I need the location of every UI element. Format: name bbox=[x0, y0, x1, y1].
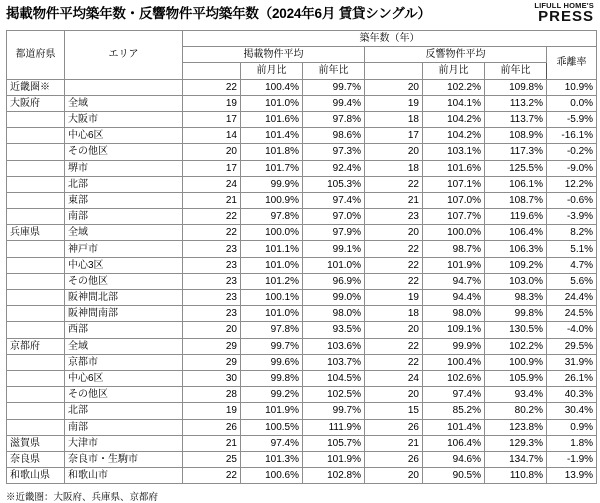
cell-gap: 5.6% bbox=[547, 273, 597, 289]
cell-response-value: 18 bbox=[365, 306, 423, 322]
cell-gap: -5.9% bbox=[547, 111, 597, 127]
cell-response-yoy: 98.3% bbox=[485, 290, 547, 306]
cell-posted-mom: 101.6% bbox=[241, 111, 303, 127]
cell-posted-mom: 101.8% bbox=[241, 144, 303, 160]
cell-prefecture bbox=[7, 306, 65, 322]
cell-posted-mom: 99.8% bbox=[241, 370, 303, 386]
table-head bbox=[7, 31, 597, 80]
cell-prefecture: 奈良県 bbox=[7, 451, 65, 467]
cell-prefecture: 滋賀県 bbox=[7, 435, 65, 451]
cell-posted-yoy: 97.4% bbox=[303, 192, 365, 208]
cell-area: 南部 bbox=[65, 209, 183, 225]
cell-prefecture bbox=[7, 354, 65, 370]
cell-posted-mom: 99.9% bbox=[241, 176, 303, 192]
cell-response-yoy: 93.4% bbox=[485, 387, 547, 403]
cell-posted-value: 17 bbox=[183, 160, 241, 176]
cell-response-value: 26 bbox=[365, 419, 423, 435]
cell-posted-yoy: 98.0% bbox=[303, 306, 365, 322]
cell-response-value: 22 bbox=[365, 273, 423, 289]
cell-posted-value: 19 bbox=[183, 403, 241, 419]
cell-response-value: 22 bbox=[365, 257, 423, 273]
cell-area: その他区 bbox=[65, 144, 183, 160]
cell-prefecture bbox=[7, 111, 65, 127]
cell-posted-yoy: 98.6% bbox=[303, 128, 365, 144]
table-row bbox=[7, 338, 597, 354]
cell-posted-value: 29 bbox=[183, 354, 241, 370]
cell-posted-yoy: 99.1% bbox=[303, 241, 365, 257]
cell-posted-mom: 97.4% bbox=[241, 435, 303, 451]
cell-posted-value: 22 bbox=[183, 79, 241, 95]
table-row bbox=[7, 160, 597, 176]
cell-prefecture bbox=[7, 403, 65, 419]
cell-posted-yoy: 103.6% bbox=[303, 338, 365, 354]
cell-area: 阪神間南部 bbox=[65, 306, 183, 322]
cell-posted-mom: 99.2% bbox=[241, 387, 303, 403]
cell-response-value: 17 bbox=[365, 128, 423, 144]
cell-response-value: 21 bbox=[365, 435, 423, 451]
cell-response-yoy: 106.1% bbox=[485, 176, 547, 192]
cell-response-value: 26 bbox=[365, 451, 423, 467]
cell-posted-value: 20 bbox=[183, 322, 241, 338]
cell-prefecture bbox=[7, 290, 65, 306]
cell-posted-mom: 100.1% bbox=[241, 290, 303, 306]
cell-response-mom: 94.7% bbox=[423, 273, 485, 289]
cell-response-value: 20 bbox=[365, 468, 423, 484]
cell-posted-value: 30 bbox=[183, 370, 241, 386]
cell-response-value: 20 bbox=[365, 225, 423, 241]
logo-brand: LIFULL HOME'S bbox=[534, 1, 594, 10]
cell-posted-yoy: 102.5% bbox=[303, 387, 365, 403]
table-row bbox=[7, 192, 597, 208]
cell-gap: 5.1% bbox=[547, 241, 597, 257]
cell-response-mom: 104.2% bbox=[423, 111, 485, 127]
cell-response-mom: 90.5% bbox=[423, 468, 485, 484]
cell-response-mom: 98.0% bbox=[423, 306, 485, 322]
cell-response-yoy: 130.5% bbox=[485, 322, 547, 338]
cell-response-value: 24 bbox=[365, 370, 423, 386]
table-row bbox=[7, 209, 597, 225]
cell-response-yoy: 129.3% bbox=[485, 435, 547, 451]
cell-gap: 10.9% bbox=[547, 79, 597, 95]
cell-response-yoy: 134.7% bbox=[485, 451, 547, 467]
cell-gap: 29.5% bbox=[547, 338, 597, 354]
table-row bbox=[7, 128, 597, 144]
cell-posted-mom: 99.6% bbox=[241, 354, 303, 370]
cell-gap: -0.6% bbox=[547, 192, 597, 208]
cell-response-yoy: 80.2% bbox=[485, 403, 547, 419]
table-row bbox=[7, 225, 597, 241]
cell-posted-mom: 100.6% bbox=[241, 468, 303, 484]
cell-posted-yoy: 104.5% bbox=[303, 370, 365, 386]
cell-area: 中心3区 bbox=[65, 257, 183, 273]
cell-response-yoy: 123.8% bbox=[485, 419, 547, 435]
cell-posted-mom: 100.5% bbox=[241, 419, 303, 435]
cell-posted-yoy: 101.0% bbox=[303, 257, 365, 273]
cell-response-value: 20 bbox=[365, 322, 423, 338]
cell-response-mom: 104.1% bbox=[423, 95, 485, 111]
cell-posted-value: 21 bbox=[183, 435, 241, 451]
table-row bbox=[7, 257, 597, 273]
cell-posted-yoy: 103.7% bbox=[303, 354, 365, 370]
table-row bbox=[7, 111, 597, 127]
cell-response-value: 15 bbox=[365, 403, 423, 419]
cell-response-value: 18 bbox=[365, 160, 423, 176]
cell-posted-value: 23 bbox=[183, 290, 241, 306]
cell-posted-yoy: 92.4% bbox=[303, 160, 365, 176]
cell-area: 堺市 bbox=[65, 160, 183, 176]
cell-area: 大阪市 bbox=[65, 111, 183, 127]
cell-area: 北部 bbox=[65, 403, 183, 419]
cell-area: 南部 bbox=[65, 419, 183, 435]
cell-gap: 8.2% bbox=[547, 225, 597, 241]
cell-posted-mom: 101.4% bbox=[241, 128, 303, 144]
cell-prefecture: 和歌山県 bbox=[7, 468, 65, 484]
cell-posted-value: 22 bbox=[183, 468, 241, 484]
cell-gap: -1.9% bbox=[547, 451, 597, 467]
table-row bbox=[7, 241, 597, 257]
cell-response-value: 19 bbox=[365, 95, 423, 111]
cell-posted-yoy: 101.9% bbox=[303, 451, 365, 467]
cell-prefecture bbox=[7, 257, 65, 273]
cell-response-value: 18 bbox=[365, 111, 423, 127]
cell-response-mom: 102.6% bbox=[423, 370, 485, 386]
cell-area: 中心6区 bbox=[65, 128, 183, 144]
cell-response-value: 20 bbox=[365, 387, 423, 403]
cell-posted-yoy: 99.4% bbox=[303, 95, 365, 111]
table-row bbox=[7, 273, 597, 289]
cell-posted-value: 17 bbox=[183, 111, 241, 127]
cell-response-value: 19 bbox=[365, 290, 423, 306]
cell-response-mom: 85.2% bbox=[423, 403, 485, 419]
cell-posted-mom: 101.0% bbox=[241, 306, 303, 322]
cell-prefecture bbox=[7, 322, 65, 338]
col-header-response-yoy: 前年比 bbox=[485, 63, 547, 79]
table-row bbox=[7, 176, 597, 192]
cell-response-value: 22 bbox=[365, 241, 423, 257]
cell-response-mom: 104.2% bbox=[423, 128, 485, 144]
cell-area: 北部 bbox=[65, 176, 183, 192]
cell-gap: 26.1% bbox=[547, 370, 597, 386]
cell-response-yoy: 100.9% bbox=[485, 354, 547, 370]
cell-posted-mom: 100.9% bbox=[241, 192, 303, 208]
cell-gap: 1.8% bbox=[547, 435, 597, 451]
cell-prefecture bbox=[7, 241, 65, 257]
cell-posted-mom: 101.3% bbox=[241, 451, 303, 467]
cell-response-value: 22 bbox=[365, 176, 423, 192]
page-header bbox=[0, 0, 600, 30]
cell-prefecture bbox=[7, 209, 65, 225]
cell-posted-mom: 100.4% bbox=[241, 79, 303, 95]
cell-response-mom: 107.0% bbox=[423, 192, 485, 208]
cell-gap: -3.9% bbox=[547, 209, 597, 225]
cell-response-mom: 106.4% bbox=[423, 435, 485, 451]
table-row bbox=[7, 290, 597, 306]
cell-posted-yoy: 93.5% bbox=[303, 322, 365, 338]
cell-response-value: 21 bbox=[365, 192, 423, 208]
cell-area: 西部 bbox=[65, 322, 183, 338]
cell-posted-mom: 101.9% bbox=[241, 403, 303, 419]
cell-response-value: 22 bbox=[365, 338, 423, 354]
cell-response-yoy: 102.2% bbox=[485, 338, 547, 354]
cell-posted-yoy: 97.9% bbox=[303, 225, 365, 241]
col-header-response-mom: 前月比 bbox=[423, 63, 485, 79]
table-row bbox=[7, 354, 597, 370]
footnote: ※近畿圏：大阪府、兵庫県、京都府 bbox=[6, 492, 159, 503]
cell-prefecture bbox=[7, 144, 65, 160]
cell-posted-mom: 101.0% bbox=[241, 257, 303, 273]
cell-response-yoy: 125.5% bbox=[485, 160, 547, 176]
cell-response-yoy: 105.9% bbox=[485, 370, 547, 386]
col-header-response-value bbox=[365, 63, 423, 79]
cell-area: 全域 bbox=[65, 338, 183, 354]
cell-posted-mom: 97.8% bbox=[241, 209, 303, 225]
cell-posted-yoy: 111.9% bbox=[303, 419, 365, 435]
cell-posted-value: 20 bbox=[183, 144, 241, 160]
cell-response-value: 20 bbox=[365, 144, 423, 160]
cell-response-mom: 97.4% bbox=[423, 387, 485, 403]
logo-press: PRESS bbox=[538, 7, 594, 25]
cell-posted-yoy: 96.9% bbox=[303, 273, 365, 289]
cell-posted-mom: 101.2% bbox=[241, 273, 303, 289]
table-row bbox=[7, 468, 597, 484]
col-header-prefecture: 都道府県 bbox=[7, 31, 65, 80]
cell-prefecture bbox=[7, 419, 65, 435]
cell-posted-yoy: 97.3% bbox=[303, 144, 365, 160]
cell-response-value: 20 bbox=[365, 79, 423, 95]
cell-gap: 13.9% bbox=[547, 468, 597, 484]
cell-gap: 31.9% bbox=[547, 354, 597, 370]
table-row bbox=[7, 370, 597, 386]
cell-posted-yoy: 99.7% bbox=[303, 403, 365, 419]
table-row bbox=[7, 144, 597, 160]
logo bbox=[534, 2, 594, 24]
cell-response-mom: 102.2% bbox=[423, 79, 485, 95]
cell-posted-yoy: 102.8% bbox=[303, 468, 365, 484]
cell-area: 和歌山市 bbox=[65, 468, 183, 484]
cell-posted-value: 24 bbox=[183, 176, 241, 192]
cell-posted-value: 26 bbox=[183, 419, 241, 435]
cell-response-mom: 101.4% bbox=[423, 419, 485, 435]
cell-response-yoy: 117.3% bbox=[485, 144, 547, 160]
cell-posted-value: 21 bbox=[183, 192, 241, 208]
table-row bbox=[7, 451, 597, 467]
cell-prefecture: 兵庫県 bbox=[7, 225, 65, 241]
cell-prefecture: 近畿圏※ bbox=[7, 79, 65, 95]
col-header-unit-group: 築年数（年） bbox=[183, 31, 597, 47]
col-header-response-group: 反響物件平均 bbox=[365, 47, 547, 63]
cell-prefecture bbox=[7, 273, 65, 289]
table-row bbox=[7, 79, 597, 95]
cell-area: その他区 bbox=[65, 387, 183, 403]
data-table bbox=[6, 30, 597, 484]
cell-response-yoy: 103.0% bbox=[485, 273, 547, 289]
table-row bbox=[7, 95, 597, 111]
cell-response-mom: 101.6% bbox=[423, 160, 485, 176]
cell-posted-yoy: 97.8% bbox=[303, 111, 365, 127]
cell-gap: -0.2% bbox=[547, 144, 597, 160]
cell-prefecture bbox=[7, 128, 65, 144]
cell-posted-yoy: 97.0% bbox=[303, 209, 365, 225]
cell-response-mom: 99.9% bbox=[423, 338, 485, 354]
col-header-gap: 乖離率 bbox=[547, 47, 597, 79]
col-header-posted-mom: 前月比 bbox=[241, 63, 303, 79]
cell-response-mom: 109.1% bbox=[423, 322, 485, 338]
cell-area bbox=[65, 79, 183, 95]
cell-response-yoy: 106.4% bbox=[485, 225, 547, 241]
table-row bbox=[7, 435, 597, 451]
cell-area: 全域 bbox=[65, 95, 183, 111]
cell-posted-value: 22 bbox=[183, 225, 241, 241]
cell-prefecture bbox=[7, 192, 65, 208]
cell-gap: 24.5% bbox=[547, 306, 597, 322]
cell-posted-yoy: 105.7% bbox=[303, 435, 365, 451]
cell-gap: -9.0% bbox=[547, 160, 597, 176]
cell-posted-value: 23 bbox=[183, 306, 241, 322]
cell-response-mom: 100.4% bbox=[423, 354, 485, 370]
cell-posted-mom: 99.7% bbox=[241, 338, 303, 354]
cell-response-yoy: 109.8% bbox=[485, 79, 547, 95]
cell-response-yoy: 106.3% bbox=[485, 241, 547, 257]
cell-response-yoy: 113.7% bbox=[485, 111, 547, 127]
cell-posted-value: 28 bbox=[183, 387, 241, 403]
cell-prefecture bbox=[7, 176, 65, 192]
cell-response-yoy: 108.7% bbox=[485, 192, 547, 208]
cell-gap: 0.9% bbox=[547, 419, 597, 435]
cell-response-yoy: 108.9% bbox=[485, 128, 547, 144]
cell-gap: 12.2% bbox=[547, 176, 597, 192]
col-header-posted-value bbox=[183, 63, 241, 79]
cell-posted-yoy: 99.0% bbox=[303, 290, 365, 306]
table-head-row-1 bbox=[7, 31, 597, 47]
cell-area: 全域 bbox=[65, 225, 183, 241]
cell-prefecture bbox=[7, 387, 65, 403]
cell-gap: 4.7% bbox=[547, 257, 597, 273]
cell-response-mom: 107.7% bbox=[423, 209, 485, 225]
cell-posted-value: 29 bbox=[183, 338, 241, 354]
cell-posted-value: 23 bbox=[183, 273, 241, 289]
cell-response-yoy: 119.6% bbox=[485, 209, 547, 225]
cell-area: 東部 bbox=[65, 192, 183, 208]
cell-posted-value: 22 bbox=[183, 209, 241, 225]
table-row bbox=[7, 387, 597, 403]
col-header-posted-yoy: 前年比 bbox=[303, 63, 365, 79]
cell-posted-value: 25 bbox=[183, 451, 241, 467]
cell-response-mom: 107.1% bbox=[423, 176, 485, 192]
cell-response-mom: 94.4% bbox=[423, 290, 485, 306]
cell-posted-mom: 101.7% bbox=[241, 160, 303, 176]
table-row bbox=[7, 322, 597, 338]
cell-prefecture: 大阪府 bbox=[7, 95, 65, 111]
cell-gap: 40.3% bbox=[547, 387, 597, 403]
cell-area: 京都市 bbox=[65, 354, 183, 370]
cell-prefecture bbox=[7, 160, 65, 176]
cell-gap: 24.4% bbox=[547, 290, 597, 306]
cell-posted-yoy: 99.7% bbox=[303, 79, 365, 95]
cell-posted-mom: 100.0% bbox=[241, 225, 303, 241]
cell-posted-value: 23 bbox=[183, 257, 241, 273]
cell-area: 神戸市 bbox=[65, 241, 183, 257]
cell-response-yoy: 109.2% bbox=[485, 257, 547, 273]
cell-gap: 30.4% bbox=[547, 403, 597, 419]
cell-area: 阪神間北部 bbox=[65, 290, 183, 306]
cell-posted-value: 23 bbox=[183, 241, 241, 257]
cell-posted-mom: 101.1% bbox=[241, 241, 303, 257]
cell-response-yoy: 110.8% bbox=[485, 468, 547, 484]
cell-posted-value: 14 bbox=[183, 128, 241, 144]
cell-area: 中心6区 bbox=[65, 370, 183, 386]
table-body bbox=[7, 79, 597, 484]
cell-gap: 0.0% bbox=[547, 95, 597, 111]
cell-area: 奈良市・生駒市 bbox=[65, 451, 183, 467]
cell-response-mom: 100.0% bbox=[423, 225, 485, 241]
table-row bbox=[7, 419, 597, 435]
col-header-posted-group: 掲載物件平均 bbox=[183, 47, 365, 63]
cell-area: 大津市 bbox=[65, 435, 183, 451]
col-header-area: エリア bbox=[65, 31, 183, 80]
cell-response-mom: 101.9% bbox=[423, 257, 485, 273]
cell-posted-mom: 101.0% bbox=[241, 95, 303, 111]
cell-posted-yoy: 105.3% bbox=[303, 176, 365, 192]
cell-posted-mom: 97.8% bbox=[241, 322, 303, 338]
cell-response-mom: 94.6% bbox=[423, 451, 485, 467]
cell-prefecture bbox=[7, 370, 65, 386]
cell-response-mom: 98.7% bbox=[423, 241, 485, 257]
cell-response-yoy: 113.2% bbox=[485, 95, 547, 111]
cell-area: その他区 bbox=[65, 273, 183, 289]
table-row bbox=[7, 403, 597, 419]
table-row bbox=[7, 306, 597, 322]
cell-response-mom: 103.1% bbox=[423, 144, 485, 160]
cell-response-value: 23 bbox=[365, 209, 423, 225]
page-title: 掲載物件平均築年数・反響物件平均築年数（2024年6月 賃貸シングル） bbox=[6, 6, 431, 21]
cell-response-value: 22 bbox=[365, 354, 423, 370]
cell-gap: -16.1% bbox=[547, 128, 597, 144]
cell-gap: -4.0% bbox=[547, 322, 597, 338]
cell-response-yoy: 99.8% bbox=[485, 306, 547, 322]
cell-posted-value: 19 bbox=[183, 95, 241, 111]
cell-prefecture: 京都府 bbox=[7, 338, 65, 354]
